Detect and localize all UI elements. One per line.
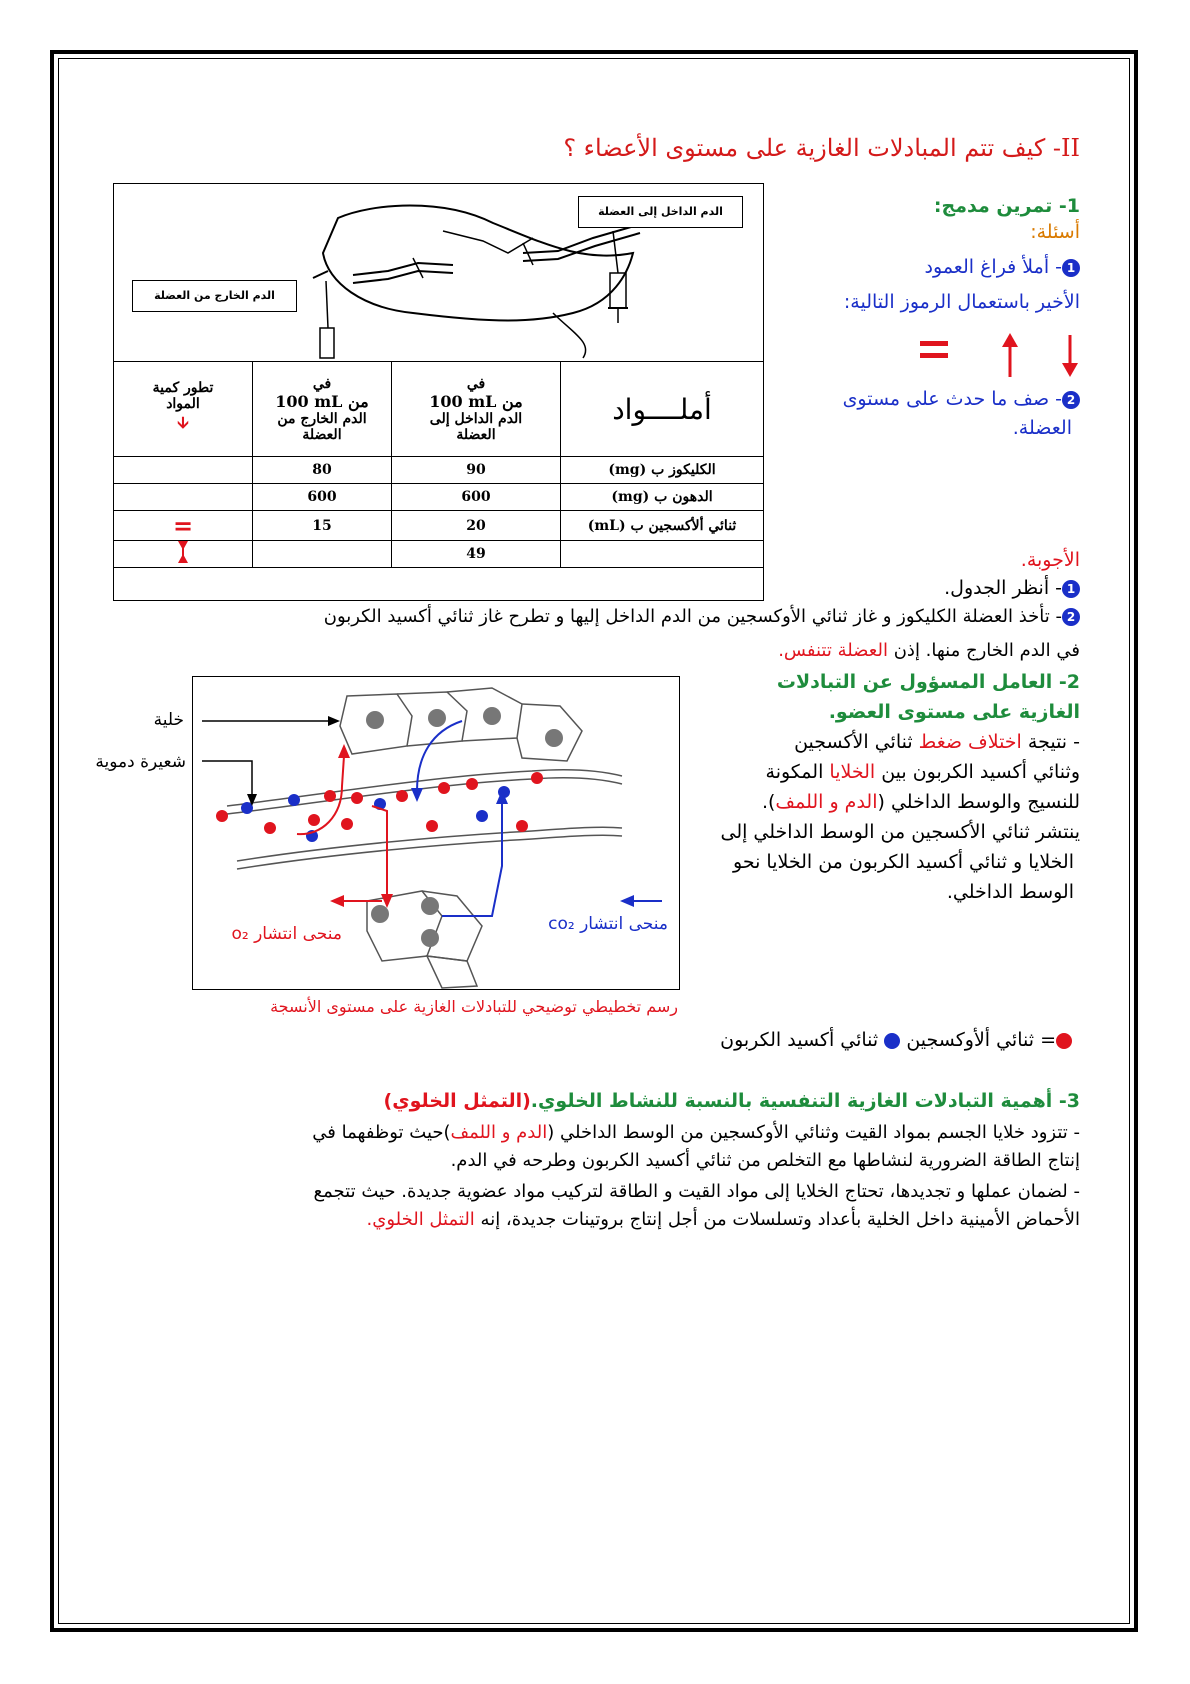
ex2-line-3: للنسيج والوسط الداخلي (الدم و اللمف).	[761, 791, 1080, 813]
header-substances: أملــــواد	[561, 362, 764, 457]
section-title: II- كيف تتم المبادلات الغازية على مستوى الأعضاء ؟	[563, 134, 1080, 162]
symbols-legend	[890, 333, 1090, 383]
header-change: تطور كمية المواد 🡫	[114, 362, 253, 457]
label-capillary: شعيرة دموية	[95, 752, 186, 772]
ex1-heading: 1- تمرين مدمج:	[933, 195, 1080, 217]
legend: = ثنائي ألأوكسجين ثنائي أكسيد الكربون	[720, 1026, 1072, 1054]
equal-symbol: =	[114, 511, 253, 541]
answer-badge-1: 1	[1062, 580, 1080, 598]
ex2-line-4: ينتشر ثنائي الأكسجين من الوسط الداخلي إلى	[720, 821, 1080, 843]
answer-2-line2: في الدم الخارج منها. إذن العضلة تتنفس.	[778, 640, 1080, 661]
o2-dot-icon	[1056, 1033, 1072, 1049]
ex2-line-2: وثنائي أكسيد الكربون بين الخلايا المكونة	[765, 761, 1080, 783]
ex2-line-5: الخلايا و ثنائي أكسيد الكربون من الخلايا نحو	[733, 851, 1074, 873]
header-blood-in: في 100 mL من الدم الداخل إلى العضلة	[392, 362, 561, 457]
table-row: 49	[114, 541, 764, 568]
label-co2-direction: منحى انتشار co₂	[548, 914, 668, 934]
answers-heading: الأجوبة.	[1020, 549, 1080, 571]
question-1-line2: الأخير باستعمال الرموز التالية:	[843, 291, 1080, 313]
up-down-arrow-icon	[176, 541, 190, 563]
ex3-p1: - تتزود خلايا الجسم بمواد القيت وثنائي الأوكسجين من الوسط الداخلي (الدم و اللمف)حيث توظفهما في	[312, 1122, 1080, 1143]
ex3-heading: 3- أهمية التبادلات الغازية التنفسية بالنسبة للنشاط الخلوي.(التمثل الخلوي)	[383, 1090, 1080, 1112]
data-table	[113, 361, 764, 568]
label-blood-out: الدم الخارج من العضلة	[132, 280, 297, 312]
ex2-line-1: - نتيجة اختلاف ضغط ثنائي الأكسجين	[794, 731, 1080, 753]
badge-1: 1	[1062, 259, 1080, 277]
label-o2-direction: منحى انتشار o₂	[231, 924, 342, 944]
ex3-p2: إنتاج الطاقة الضرورية لنشاطها مع التخلص من ثنائي أكسيد الكربون وطرحه في الدم.	[450, 1150, 1080, 1171]
question-2: 2- صف ما حدث على مستوى	[843, 385, 1080, 413]
badge-2: 2	[1062, 391, 1080, 409]
table-row: = 15 20 ثنائي ألأكسجين ب (mL)	[114, 511, 764, 541]
question-1: 1- أملأ فراغ العمود	[925, 253, 1080, 281]
label-cell: خلية	[153, 710, 184, 730]
ex3-p3: - لضمان عملها و تجديدها، تحتاج الخلايا إلى مواد القيت و الطاقة لتركيب مواد عضوية جديدة. حيث تتجمع	[313, 1181, 1080, 1202]
questions-label: أسئلة:	[1030, 221, 1080, 243]
label-blood-in: الدم الداخل إلى العضلة	[578, 196, 743, 228]
change-cell	[114, 541, 253, 568]
header-blood-out: في 100 mL من الدم الخارج من العضلة	[253, 362, 392, 457]
ex3-p4: الأحماض الأمينية داخل الخلية بأعداد وتسلسلات من أجل إنتاج بروتينات جديدة، إنه التمثل الخلوي.	[366, 1209, 1080, 1230]
table-row: 80 90 الكليكوز ب (mg)	[114, 457, 764, 484]
answer-2-line1: 2- تأخذ العضلة الكليكوز و غاز ثنائي الأوكسجين من الدم الداخل إليها و تطرح غاز ثنائي أكسيد الكربون	[100, 603, 1080, 630]
ex2-heading-1: 2- العامل المسؤول عن التبادلات	[776, 671, 1080, 693]
question-2-line2: العضلة.	[1012, 417, 1072, 439]
answer-1: 1- أنظر الجدول.	[944, 574, 1080, 602]
ex2-heading-2: الغازية على مستوى العضو.	[828, 701, 1080, 723]
co2-dot-icon	[884, 1033, 900, 1049]
table-row: 600 600 الدهون ب (mg)	[114, 484, 764, 511]
ex2-line-6: الوسط الداخلي.	[946, 881, 1074, 903]
answer-badge-2: 2	[1062, 608, 1080, 626]
figure2-caption: رسم تخطيطي توضيحي للتبادلات الغازية على مستوى الأنسجة	[270, 997, 678, 1016]
table-header-row	[114, 362, 764, 457]
arrow-down-icon: 🡫	[177, 412, 189, 432]
